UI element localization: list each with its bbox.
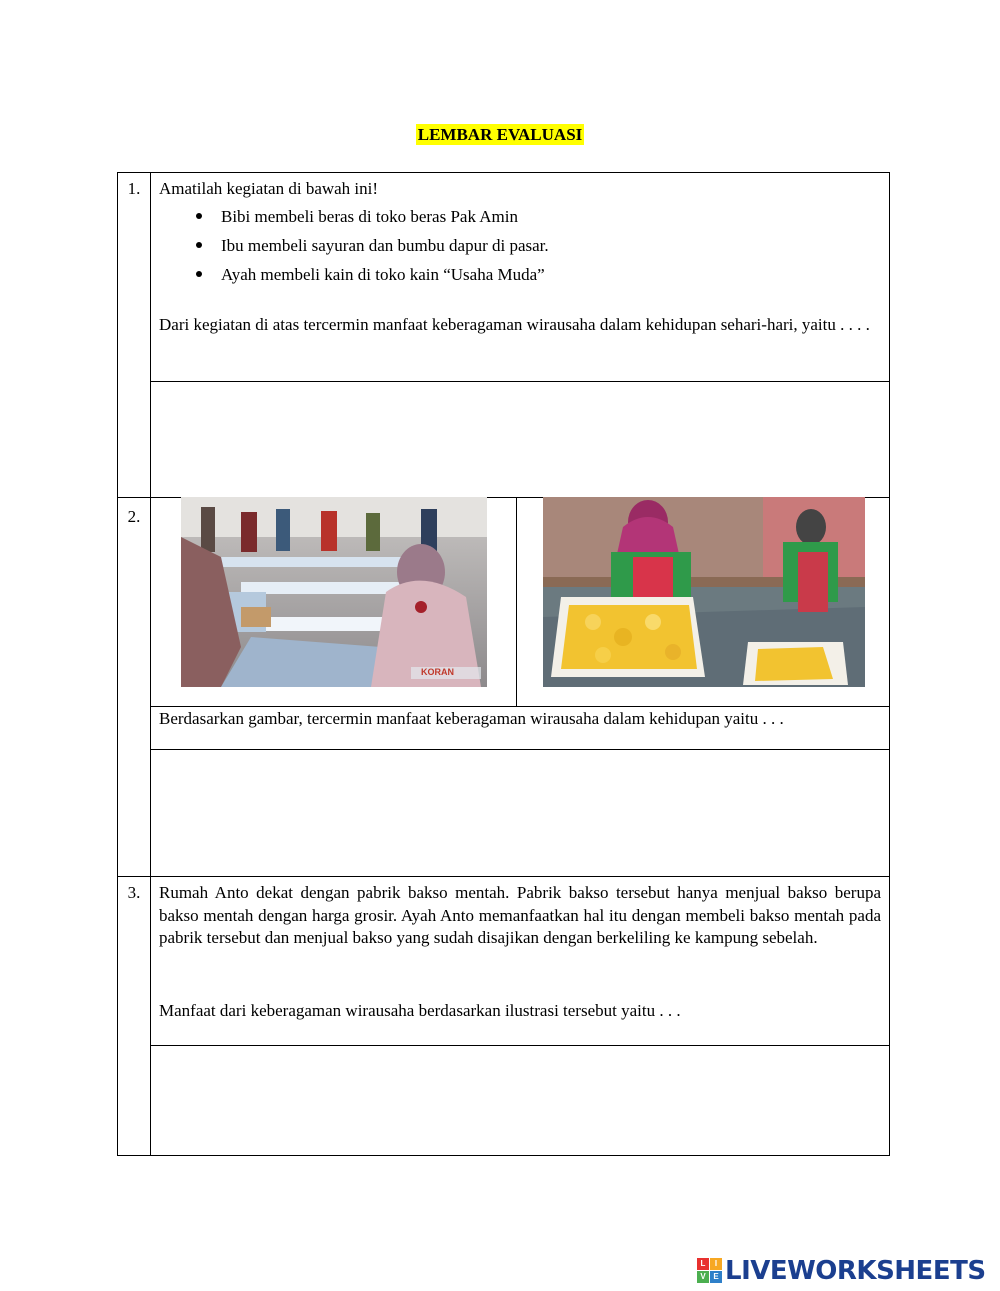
question-3-answer-box[interactable] [151,1046,889,1155]
question-2-answer-box[interactable] [151,750,889,876]
page-title: LEMBAR EVALUASI [417,125,583,144]
question-1-number: 1. [127,179,141,198]
list-item: Bibi membeli beras di toko beras Pak Amin [159,202,884,231]
question-2-number: 2. [127,507,141,526]
list-item: Ayah membeli kain di toko kain “Usaha Muda” [159,260,884,289]
question-1-prompt: Dari kegiatan di atas tercermin manfaat keberagaman wirausaha dalam kehidupan sehari-hari, yaitu . . . . [159,315,870,334]
liveworksheets-logo [697,1256,986,1286]
logo-blocks-icon: L I V E [697,1258,723,1284]
bullet-icon [196,242,202,248]
bullet-icon [196,213,202,219]
question-3-number: 3. [127,883,141,902]
chips-home-industry-photo [543,497,865,687]
list-item: Ibu membeli sayuran dan bumbu dapur di pasar. [159,231,884,260]
question-1-answer-box[interactable] [151,382,889,497]
logo-wordmark: LIVEWORKSHEETS [725,1256,986,1286]
bullet-icon [196,271,202,277]
question-3-prompt: Manfaat dari keberagaman wirausaha berdasarkan ilustrasi tersebut yaitu . . . [159,1001,681,1020]
question-3-story: Rumah Anto dekat dengan pabrik bakso mentah. Pabrik bakso tersebut hanya menjual bakso berupa bakso mentah dengan harga grosir. Ayah Anto memanfaatkan hal itu dengan membeli bakso mentah pada pabrik tersebut dan menjual bakso yang sudah disajikan dengan berkeliling ke kampung sebelah. [159,883,881,947]
garment-factory-photo [181,497,487,687]
photo-watermark: KORAN [421,667,454,677]
question-1-intro: Amatilah kegiatan di bawah ini! [159,179,379,198]
question-1-bullet-list [159,202,884,289]
question-2-prompt: Berdasarkan gambar, tercermin manfaat keberagaman wirausaha dalam kehidupan yaitu . . . [159,709,784,728]
